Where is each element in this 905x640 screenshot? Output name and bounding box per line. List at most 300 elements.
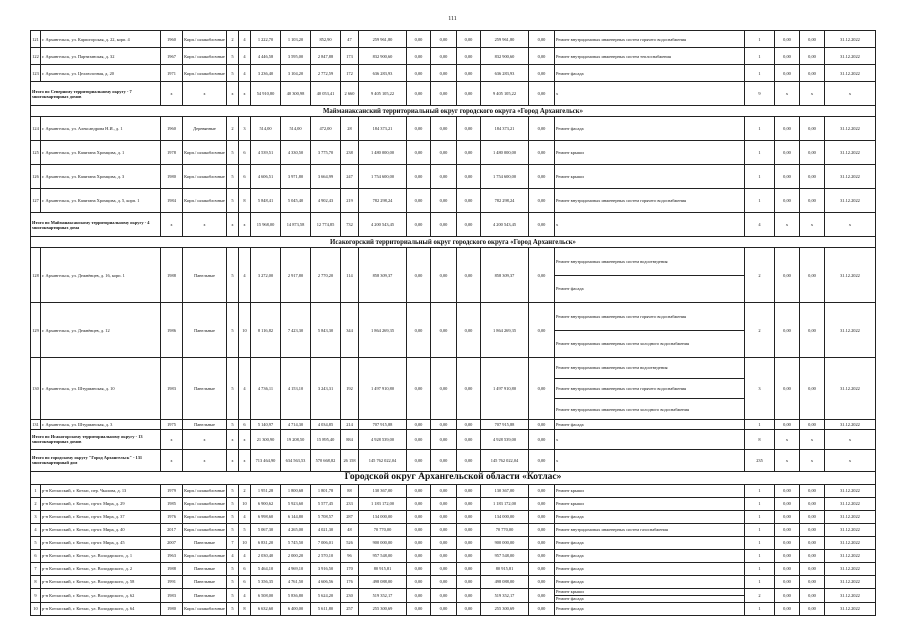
max-unit-cost-cell: 0,00: [800, 358, 825, 420]
deadline-cell: 31.12.2022: [825, 536, 876, 549]
address-cell: г. Архангельск, ул. Целлюлозная, д. 20: [41, 65, 161, 82]
total-cost-cell: 80 915,81: [359, 562, 407, 575]
residents-cell: 344: [341, 303, 359, 358]
total-cost-cell: 957 548,00: [359, 549, 407, 562]
total-area-cell: 5 356,35: [251, 575, 281, 588]
total-cost-cell: 259 961,80: [359, 31, 407, 48]
unit-cost-cell: 0,00: [775, 141, 800, 165]
regional-budget-cell: 0,00: [431, 165, 457, 189]
living-area-cell: 4 265,00: [281, 523, 311, 536]
floors-cell: 5: [227, 562, 239, 575]
year-built-cell: 1980: [161, 165, 183, 189]
subtotal-value: 0,00: [407, 82, 431, 106]
year-built-cell: 1967: [161, 48, 183, 65]
year-built-cell: 1991: [161, 575, 183, 588]
works-count-cell: 3: [745, 358, 775, 420]
subtotal-value: х: [183, 449, 227, 471]
capital-repair-registry-table: [30, 30, 876, 616]
work-types-cell: [555, 248, 745, 303]
row-number-cell: 9: [31, 588, 41, 602]
unit-cost-cell: 0,00: [775, 602, 800, 615]
total-area-cell: 2 030,40: [251, 549, 281, 562]
deadline-cell: 31.12.2022: [825, 523, 876, 536]
row-number-cell: 124: [31, 117, 41, 141]
work-types-cell: [555, 48, 745, 65]
subtotal-value: х: [825, 213, 876, 237]
floors-cell: 5: [227, 48, 239, 65]
row-number-cell: 8: [31, 575, 41, 588]
deadline-cell: 31.12.2022: [825, 117, 876, 141]
work-types-cell: [555, 213, 745, 237]
premises-area-cell: 3 243,31: [311, 358, 341, 420]
max-unit-cost-cell: 0,00: [800, 497, 825, 510]
wall-material-cell: Панельные: [183, 575, 227, 588]
work-types-cell: [555, 141, 745, 165]
works-count-cell: 1: [745, 549, 775, 562]
federal-fund-cell: 0,00: [407, 358, 431, 420]
other-sources-cell: 0,00: [529, 65, 555, 82]
premises-area-cell: 4 606,56: [311, 575, 341, 588]
year-built-cell: 1960: [161, 31, 183, 48]
living-area-cell: 3 104,20: [281, 65, 311, 82]
residents-cell: 247: [341, 165, 359, 189]
floors-cell: 5: [227, 575, 239, 588]
unit-cost-cell: 0,00: [775, 523, 800, 536]
residents-cell: 192: [341, 358, 359, 420]
entrances-cell: 4: [239, 358, 251, 420]
works-count-cell: 1: [745, 48, 775, 65]
deadline-cell: 31.12.2022: [825, 31, 876, 48]
subtotal-value: х: [825, 429, 876, 449]
works-count-cell: 1: [745, 189, 775, 213]
local-budget-cell: 0,00: [457, 31, 481, 48]
subtotal-value: х: [161, 449, 183, 471]
work-type: Ремонт крыши: [556, 174, 584, 179]
floors-cell: 7: [227, 536, 239, 549]
owners-funds-cell: 130 367,00: [481, 484, 529, 497]
subtotal-row: [31, 429, 876, 449]
wall-material-cell: Кирп./ шлакоблочные: [183, 602, 227, 615]
unit-cost-cell: 0,00: [775, 484, 800, 497]
work-types-cell: [555, 497, 745, 510]
regional-budget-cell: 0,00: [431, 419, 457, 429]
regional-budget-cell: 0,00: [431, 588, 457, 602]
unit-cost-cell: 0,00: [775, 536, 800, 549]
work-type: Ремонт фасада: [556, 553, 584, 559]
floors-cell: 5: [227, 497, 239, 510]
section-title: Исакогорский территориальный округ городского округа «Город Архангельск»: [31, 237, 876, 248]
total-area-cell: 8 116,82: [251, 303, 281, 358]
regional-budget-cell: 0,00: [431, 303, 457, 358]
local-budget-cell: 0,00: [457, 165, 481, 189]
unit-cost-cell: 0,00: [775, 189, 800, 213]
living-area-cell: 4 153,10: [281, 358, 311, 420]
address-cell: г. Архангельск, ул. Карпогорская, д. 22, корп. 4: [41, 31, 161, 48]
floors-cell: 5: [227, 141, 239, 165]
row-number-cell: 129: [31, 303, 41, 358]
year-built-cell: 1980: [161, 602, 183, 615]
wall-material-cell: Деревянные: [183, 117, 227, 141]
work-types-cell: [555, 82, 745, 106]
total-area-cell: 5 067,30: [251, 523, 281, 536]
subtotal-value: 0,00: [457, 213, 481, 237]
federal-fund-cell: 0,00: [407, 248, 431, 303]
table-row: [31, 48, 876, 65]
unit-cost-cell: 0,00: [775, 48, 800, 65]
max-unit-cost-cell: 0,00: [800, 165, 825, 189]
regional-budget-cell: 0,00: [431, 562, 457, 575]
local-budget-cell: 0,00: [457, 248, 481, 303]
table-row: [31, 575, 876, 588]
entrances-cell: 6: [239, 562, 251, 575]
regional-budget-cell: 0,00: [431, 536, 457, 549]
living-area-cell: 6 144,80: [281, 510, 311, 523]
subtotal-label: Итого по Исакогорскому территориальному округу - 13 многоквартирных домов: [31, 429, 161, 449]
deadline-cell: 31.12.2022: [825, 303, 876, 358]
work-type: Ремонт фасада: [556, 566, 584, 572]
subtotal-value: 0,00: [457, 82, 481, 106]
owners-funds-cell: 636 283,93: [481, 65, 529, 82]
unit-cost-cell: 0,00: [775, 419, 800, 429]
total-area-cell: 6 508,00: [251, 588, 281, 602]
work-type: Ремонт фасада: [556, 606, 584, 612]
work-type: Ремонт крыши: [556, 150, 584, 155]
federal-fund-cell: 0,00: [407, 141, 431, 165]
floors-cell: 5: [227, 165, 239, 189]
year-built-cell: 2007: [161, 536, 183, 549]
row-number-cell: 125: [31, 141, 41, 165]
other-sources-cell: 0,00: [529, 523, 555, 536]
subtotal-value: 0,00: [407, 429, 431, 449]
owners-funds-cell: 70 770,00: [481, 523, 529, 536]
subtotal-value: 9: [745, 82, 775, 106]
section-header-row: [31, 471, 876, 484]
premises-area-cell: 2 847,88: [311, 48, 341, 65]
row-number-cell: 131: [31, 419, 41, 429]
other-sources-cell: 0,00: [529, 248, 555, 303]
work-type: Ремонт внутридомовых инженерных систем теплоснабжения: [556, 53, 671, 59]
regional-budget-cell: 0,00: [431, 602, 457, 615]
living-area-cell: 4 330,50: [281, 141, 311, 165]
subtotal-value: х: [775, 82, 800, 106]
total-cost-cell: 900 000,00: [359, 536, 407, 549]
entrances-cell: 4: [239, 48, 251, 65]
other-sources-cell: 0,00: [529, 31, 555, 48]
subtotal-value: 145 762 022,04: [359, 449, 407, 471]
subtotal-value: х: [183, 429, 227, 449]
subtotal-value: 570 668,82: [311, 449, 341, 471]
local-budget-cell: 0,00: [457, 358, 481, 420]
section-header-row: [31, 237, 876, 248]
subtotal-value: 0,00: [457, 429, 481, 449]
premises-area-cell: 2 770,20: [311, 248, 341, 303]
unit-cost-cell: 0,00: [775, 248, 800, 303]
subtotal-value: х: [775, 429, 800, 449]
residents-cell: 172: [341, 65, 359, 82]
total-area-cell: 4 736,11: [251, 358, 281, 420]
residents-cell: 88: [341, 484, 359, 497]
address-cell: р-н Котласский, г. Котлас, пер. Чкалова, д. 13: [41, 484, 161, 497]
total-area-cell: 3 272,00: [251, 248, 281, 303]
max-unit-cost-cell: 0,00: [800, 484, 825, 497]
subtotal-value: х: [161, 82, 183, 106]
entrances-cell: 6: [239, 165, 251, 189]
other-sources-cell: 0,00: [529, 536, 555, 549]
address-cell: р-н Котласский, г. Котлас, пр-кт. Мира, д. 29: [41, 497, 161, 510]
premises-area-cell: 2 772,59: [311, 65, 341, 82]
other-sources-cell: 0,00: [529, 419, 555, 429]
local-budget-cell: 0,00: [457, 562, 481, 575]
table-row: [31, 497, 876, 510]
premises-area-cell: 7 006,01: [311, 536, 341, 549]
entrances-cell: 4: [239, 588, 251, 602]
total-area-cell: 4 539,51: [251, 141, 281, 165]
living-area-cell: 5 836,80: [281, 588, 311, 602]
work-types-cell: [555, 117, 745, 141]
subtotal-value: 40 300,98: [281, 82, 311, 106]
federal-fund-cell: 0,00: [407, 189, 431, 213]
subtotal-value: х: [161, 213, 183, 237]
subtotal-row: [31, 213, 876, 237]
unit-cost-cell: 0,00: [775, 562, 800, 575]
entrances-cell: 4: [239, 510, 251, 523]
federal-fund-cell: 0,00: [407, 549, 431, 562]
work-type: Ремонт фасада: [556, 540, 584, 546]
work-type: Ремонт внутридомовых инженерных систем холодного водоснабжения: [556, 341, 689, 347]
table-row: [31, 31, 876, 48]
entrances-cell: 4: [239, 248, 251, 303]
work-types-cell: [555, 65, 745, 82]
subtotal-value: 0,00: [431, 449, 457, 471]
local-budget-cell: 0,00: [457, 523, 481, 536]
owners-funds-cell: 782 298,24: [481, 189, 529, 213]
max-unit-cost-cell: 0,00: [800, 189, 825, 213]
year-built-cell: 1960: [161, 117, 183, 141]
work-types-cell: [555, 303, 745, 358]
work-types-cell: [555, 562, 745, 575]
local-budget-cell: 0,00: [457, 117, 481, 141]
federal-fund-cell: 0,00: [407, 165, 431, 189]
works-count-cell: 1: [745, 65, 775, 82]
wall-material-cell: Панельные: [183, 536, 227, 549]
premises-area-cell: 852,90: [311, 31, 341, 48]
floors-cell: 5: [227, 523, 239, 536]
other-sources-cell: 0,00: [529, 117, 555, 141]
address-cell: г. Архангельск, ул. Капитана Хромцова, д. 1: [41, 141, 161, 165]
total-cost-cell: 134 000,00: [359, 510, 407, 523]
federal-fund-cell: 0,00: [407, 31, 431, 48]
total-area-cell: 5 464,10: [251, 562, 281, 575]
total-cost-cell: 130 367,00: [359, 484, 407, 497]
floors-cell: 5: [227, 419, 239, 429]
row-number-cell: 127: [31, 189, 41, 213]
regional-budget-cell: 0,00: [431, 510, 457, 523]
owners-funds-cell: 259 961,80: [481, 31, 529, 48]
federal-fund-cell: 0,00: [407, 510, 431, 523]
unit-cost-cell: 0,00: [775, 31, 800, 48]
subtotal-value: 9 405 105,22: [359, 82, 407, 106]
floors-cell: 2: [227, 117, 239, 141]
capital-repair-registry-table-wrapper: [30, 30, 875, 616]
entrances-cell: 2: [239, 484, 251, 497]
other-sources-cell: 0,00: [529, 549, 555, 562]
subtotal-value: 0,00: [431, 213, 457, 237]
living-area-cell: 514,00: [281, 117, 311, 141]
year-built-cell: 1988: [161, 562, 183, 575]
total-cost-cell: 1 183 172,00: [359, 497, 407, 510]
work-types-cell: [555, 429, 745, 449]
max-unit-cost-cell: 0,00: [800, 141, 825, 165]
max-unit-cost-cell: 0,00: [800, 602, 825, 615]
other-sources-cell: 0,00: [529, 189, 555, 213]
local-budget-cell: 0,00: [457, 484, 481, 497]
federal-fund-cell: 0,00: [407, 575, 431, 588]
row-number-cell: 128: [31, 248, 41, 303]
unit-cost-cell: 0,00: [775, 497, 800, 510]
table-row: [31, 510, 876, 523]
wall-material-cell: Кирп./ шлакоблочные: [183, 510, 227, 523]
federal-fund-cell: 0,00: [407, 562, 431, 575]
work-type: х: [556, 91, 559, 96]
works-count-cell: 1: [745, 602, 775, 615]
section-title: Городской округ Архангельской области «Котлас»: [31, 471, 876, 484]
address-cell: р-н Котласский, г. Котлас, ул. Володарского, д. 2: [41, 562, 161, 575]
work-type: Ремонт внутридомовых инженерных систем горячего водоснабжения: [556, 36, 687, 42]
unit-cost-cell: 0,00: [775, 588, 800, 602]
total-area-cell: 514,00: [251, 117, 281, 141]
other-sources-cell: 0,00: [529, 48, 555, 65]
living-area-cell: 5 045,40: [281, 189, 311, 213]
federal-fund-cell: 0,00: [407, 117, 431, 141]
work-type: Ремонт крыши: [555, 589, 744, 596]
address-cell: р-н Котласский, г. Котлас, ул. Володарского, д. 64: [41, 602, 161, 615]
owners-funds-cell: 184 373,21: [481, 117, 529, 141]
max-unit-cost-cell: 0,00: [800, 523, 825, 536]
premises-area-cell: 3 664,99: [311, 165, 341, 189]
subtotal-value: 0,00: [407, 449, 431, 471]
address-cell: р-н Котласский, г. Котлас, ул. Володарского, д. 58: [41, 575, 161, 588]
total-area-cell: 6 998,60: [251, 510, 281, 523]
address-cell: р-н Котласский, г. Котлас, пр-кт. Мира, д. 45: [41, 536, 161, 549]
work-types-cell: [555, 449, 745, 471]
table-row: [31, 523, 876, 536]
owners-funds-cell: 134 000,00: [481, 510, 529, 523]
residents-cell: 214: [341, 419, 359, 429]
subtotal-value: х: [239, 449, 251, 471]
subtotal-row: [31, 82, 876, 106]
federal-fund-cell: 0,00: [407, 484, 431, 497]
owners-funds-cell: 707 915,88: [481, 419, 529, 429]
year-built-cell: 1983: [161, 358, 183, 420]
year-built-cell: 1976: [161, 510, 183, 523]
work-type: Ремонт фасада: [556, 70, 584, 76]
local-budget-cell: 0,00: [457, 575, 481, 588]
local-budget-cell: 0,00: [457, 141, 481, 165]
other-sources-cell: 0,00: [529, 141, 555, 165]
work-type: Ремонт крыши: [556, 488, 584, 494]
work-type: Ремонт внутридомовых инженерных систем горячего водоснабжения: [555, 379, 744, 400]
local-budget-cell: 0,00: [457, 536, 481, 549]
local-budget-cell: 0,00: [457, 588, 481, 602]
works-count-cell: 2: [745, 303, 775, 358]
subtotal-value: 4: [745, 213, 775, 237]
table-row: [31, 484, 876, 497]
local-budget-cell: 0,00: [457, 189, 481, 213]
works-count-cell: 1: [745, 117, 775, 141]
max-unit-cost-cell: 0,00: [800, 536, 825, 549]
subtotal-label: Итого по Северному территориальному округу - 7 многоквартирных домов: [31, 82, 161, 106]
subtotal-value: 19 208,50: [281, 429, 311, 449]
work-type: х: [556, 222, 559, 227]
residents-cell: 287: [341, 510, 359, 523]
works-count-cell: 1: [745, 562, 775, 575]
work-type: х: [556, 457, 559, 463]
max-unit-cost-cell: 0,00: [800, 303, 825, 358]
max-unit-cost-cell: 0,00: [800, 31, 825, 48]
wall-material-cell: Кирп./ шлакоблочные: [183, 165, 227, 189]
row-number-cell: 5: [31, 536, 41, 549]
premises-area-cell: 4 021,30: [311, 523, 341, 536]
owners-funds-cell: 1 480 000,00: [481, 141, 529, 165]
wall-material-cell: Панельные: [183, 358, 227, 420]
work-type: Ремонт внутридомовых инженерных систем газоснабжения: [556, 527, 668, 533]
owners-funds-cell: 957 548,00: [481, 549, 529, 562]
wall-material-cell: Кирп./ шлакоблочные: [183, 484, 227, 497]
floors-cell: 5: [227, 303, 239, 358]
subtotal-value: 0,00: [529, 82, 555, 106]
deadline-cell: 31.12.2022: [825, 588, 876, 602]
address-cell: р-н Котласский, г. Котлас, пр-кт. Мира, д. 37: [41, 510, 161, 523]
table-row: [31, 602, 876, 615]
table-row: [31, 588, 876, 602]
work-types-cell: [555, 189, 745, 213]
wall-material-cell: Кирп./ шлакоблочные: [183, 65, 227, 82]
living-area-cell: 5 745,50: [281, 536, 311, 549]
residents-cell: 170: [341, 562, 359, 575]
federal-fund-cell: 0,00: [407, 65, 431, 82]
unit-cost-cell: 0,00: [775, 549, 800, 562]
deadline-cell: 31.12.2022: [825, 484, 876, 497]
work-type: Ремонт внутридомовых инженерных систем горячего водоснабжения: [555, 303, 744, 331]
subtotal-value: 12 774,85: [311, 213, 341, 237]
floors-cell: 5: [227, 484, 239, 497]
address-cell: р-н Котласский, г. Котлас, ул. Володарского, д. 62: [41, 588, 161, 602]
works-count-cell: 1: [745, 141, 775, 165]
unit-cost-cell: 0,00: [775, 510, 800, 523]
residents-cell: 176: [341, 575, 359, 588]
wall-material-cell: Кирп./ шлакоблочные: [183, 497, 227, 510]
row-number-cell: 6: [31, 549, 41, 562]
living-area-cell: 5 923,60: [281, 497, 311, 510]
section-header-row: [31, 106, 876, 117]
owners-funds-cell: 519 352,17: [481, 588, 529, 602]
subtotal-value: 4 200 543,45: [481, 213, 529, 237]
table-row: [31, 419, 876, 429]
work-type: Ремонт крыши: [556, 501, 584, 507]
subtotal-value: х: [227, 213, 239, 237]
entrances-cell: 3: [239, 117, 251, 141]
address-cell: г. Архангельск, ул. Дежнёвцев, д. 16, корп. 1: [41, 248, 161, 303]
subtotal-value: 4 928 539,00: [359, 429, 407, 449]
subtotal-value: 26 158: [341, 449, 359, 471]
address-cell: г. Архангельск, ул. Штурманская, д. 3: [41, 419, 161, 429]
owners-funds-cell: 1 754 600,00: [481, 165, 529, 189]
premises-area-cell: 4 902,43: [311, 189, 341, 213]
local-budget-cell: 0,00: [457, 510, 481, 523]
address-cell: г. Архангельск, ул. Дежнёвцев, д. 12: [41, 303, 161, 358]
max-unit-cost-cell: 0,00: [800, 117, 825, 141]
regional-budget-cell: 0,00: [431, 31, 457, 48]
